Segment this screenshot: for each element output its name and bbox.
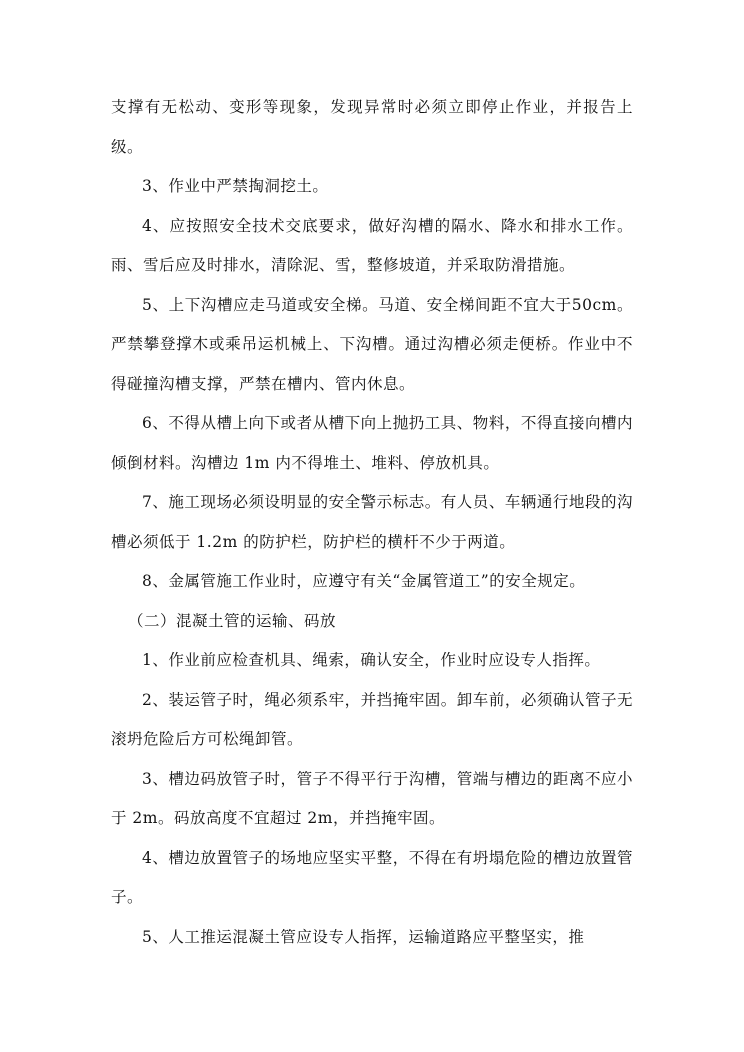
- section-heading-concrete-pipe: （二）混凝土管的运输、码放: [128, 611, 337, 630]
- paragraph-sub-item-3: 3、槽边码放管子时，管子不得平行于沟槽，管端与槽边的距离不应小于 2m。码放高度不宜超过 2m，并挡掩牢固。: [111, 769, 633, 827]
- paragraph-sub-item-2: 2、装运管子时，绳必须系牢，并挡掩牢固。卸车前，必须确认管子无滚坍危险后方可松绳卸管。: [111, 690, 633, 748]
- paragraph-item-3: 3、作业中严禁掏洞挖土。: [142, 177, 329, 195]
- paragraph-sub-item-4: 4、槽边放置管子的场地应坚实平整，不得在有坍塌危险的槽边放置管子。: [111, 848, 633, 906]
- paragraph-sub-item-5: 5、人工推运混凝土管应设专人指挥，运输道路应平整坚实，推: [142, 927, 585, 946]
- paragraph-item-5: 5、上下沟槽应走马道或安全梯。马道、安全梯间距不宜大于50cm。严禁攀登撑木或乘吊运机械上、下沟槽。通过沟槽必须走便桥。作业中不得碰撞沟槽支撑，严禁在槽内、管内休息。: [111, 295, 633, 393]
- paragraph-sub-item-1: 1、作业前应检查机具、绳索，确认安全，作业时应设专人指挥。: [142, 651, 601, 669]
- paragraph-continuation: 支撑有无松动、变形等现象，发现异常时必须立即停止作业，并报告上级。: [111, 98, 633, 156]
- paragraph-item-4: 4、应按照安全技术交底要求，做好沟槽的隔水、降水和排水工作。雨、雪后应及时排水，清除泥、雪，整修坡道，并采取防滑措施。: [111, 216, 633, 274]
- paragraph-item-6: 6、不得从槽上向下或者从槽下向上抛扔工具、物料，不得直接向槽内倾倒材料。沟槽边 1m 内不得堆土、堆料、停放机具。: [111, 414, 633, 472]
- paragraph-item-7: 7、施工现场必须设明显的安全警示标志。有人员、车辆通行地段的沟槽必须低于 1.2m 的防护栏，防护栏的横杆不少于两道。: [111, 493, 633, 551]
- document-body: [111, 88, 633, 957]
- paragraph-item-8: 8、金属管施工作业时，应遵守有关“金属管道工”的安全规定。: [142, 572, 586, 590]
